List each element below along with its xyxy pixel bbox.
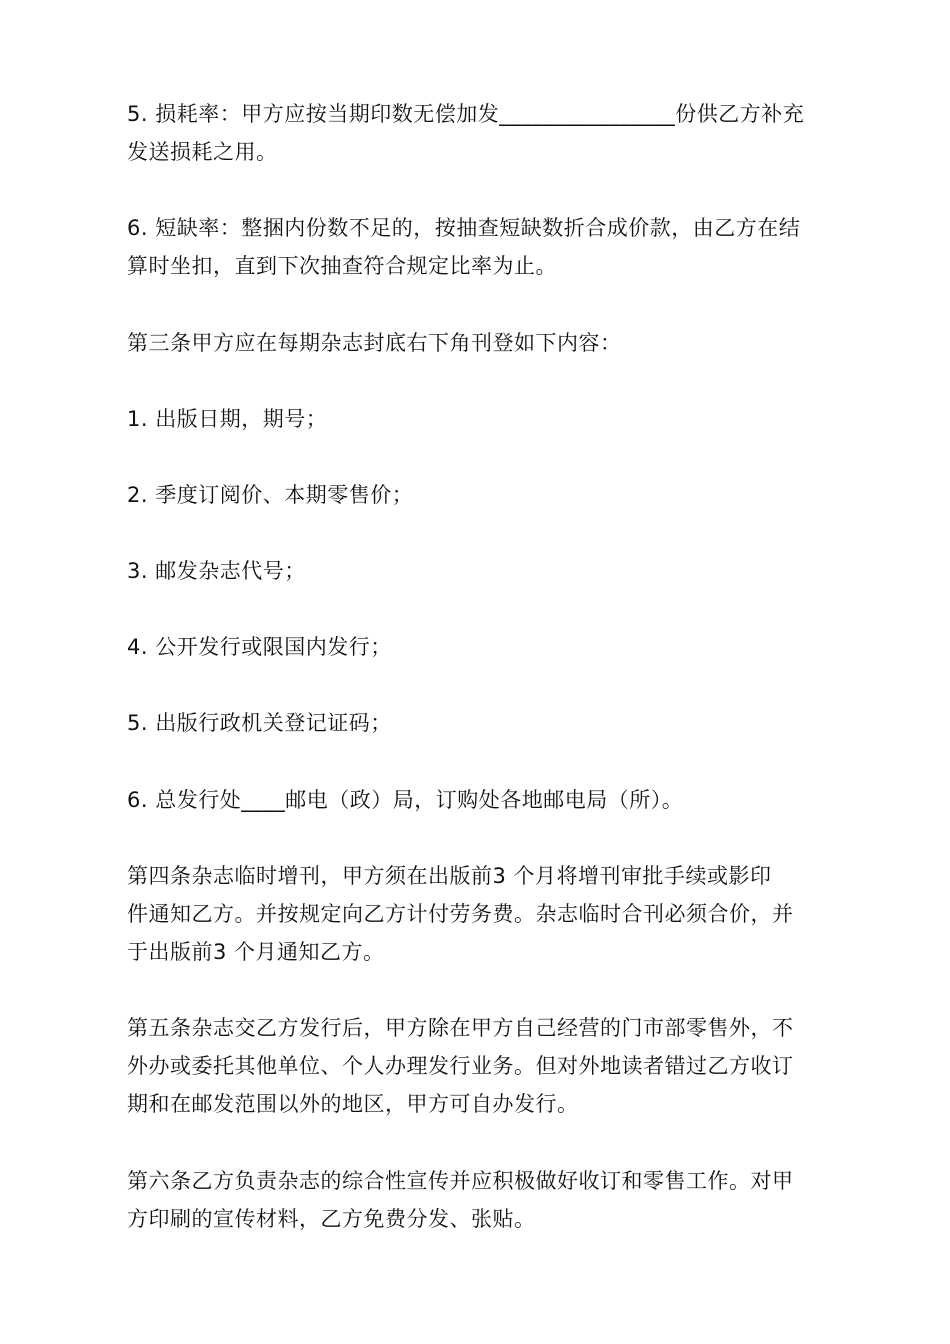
text-line: 期和在邮发范围以外的地区，甲方可自办发行。 xyxy=(127,1092,579,1116)
text-line: 第五条杂志交乙方发行后，甲方除在甲方自己经营的门市部零售外，不 xyxy=(127,1016,794,1040)
list-item-price xyxy=(127,476,827,514)
paragraph-loss-rate xyxy=(127,95,827,171)
paragraph-article-3 xyxy=(127,324,827,362)
text-line: 第四条杂志临时增刊，甲方须在出版前3 个月将增刊审批手续或影印 xyxy=(127,864,772,888)
list-item-distribution-scope xyxy=(127,628,827,666)
text-line: 发送损耗之用。 xyxy=(127,140,278,164)
list-item-publish-date xyxy=(127,400,827,438)
text-line: 1. 出版日期，期号； xyxy=(127,407,328,431)
paragraph-shortage-rate xyxy=(127,209,827,285)
text-line: 6. 短缺率：整捆内份数不足的，按抽查短缺数折合成价款，由乙方在结 xyxy=(127,216,801,240)
text-line: 算时坐扣，直到下次抽查符合规定比率为止。 xyxy=(127,254,557,278)
paragraph-article-6 xyxy=(127,1162,827,1238)
text-line: 于出版前3 个月通知乙方。 xyxy=(127,940,385,964)
list-item-distribution-office xyxy=(127,781,827,819)
text-line: 5. 损耗率：甲方应按当期印数无偿加发________________份供乙方补充 xyxy=(127,102,805,126)
text-line: 5. 出版行政机关登记证码； xyxy=(127,711,392,735)
paragraph-article-4 xyxy=(127,857,827,971)
list-item-postal-code xyxy=(127,552,827,590)
text-line: 3. 邮发杂志代号； xyxy=(127,559,306,583)
text-line: 6. 总发行处____邮电（政）局，订购处各地邮电局（所）。 xyxy=(127,788,684,812)
list-item-registration-code xyxy=(127,704,827,742)
text-line: 件通知乙方。并按规定向乙方计付劳务费。杂志临时合刊必须合价，并 xyxy=(127,902,794,926)
paragraph-article-5 xyxy=(127,1009,827,1123)
text-line: 第三条甲方应在每期杂志封底右下角刊登如下内容： xyxy=(127,331,622,355)
text-line: 4. 公开发行或限国内发行； xyxy=(127,635,392,659)
text-line: 2. 季度订阅价、本期零售价； xyxy=(127,483,414,507)
text-line: 方印刷的宣传材料，乙方免费分发、张贴。 xyxy=(127,1207,536,1231)
text-line: 第六条乙方负责杂志的综合性宣传并应积极做好收订和零售工作。对甲 xyxy=(127,1169,794,1193)
text-line: 外办或委托其他单位、个人办理发行业务。但对外地读者错过乙方收订 xyxy=(127,1054,794,1078)
